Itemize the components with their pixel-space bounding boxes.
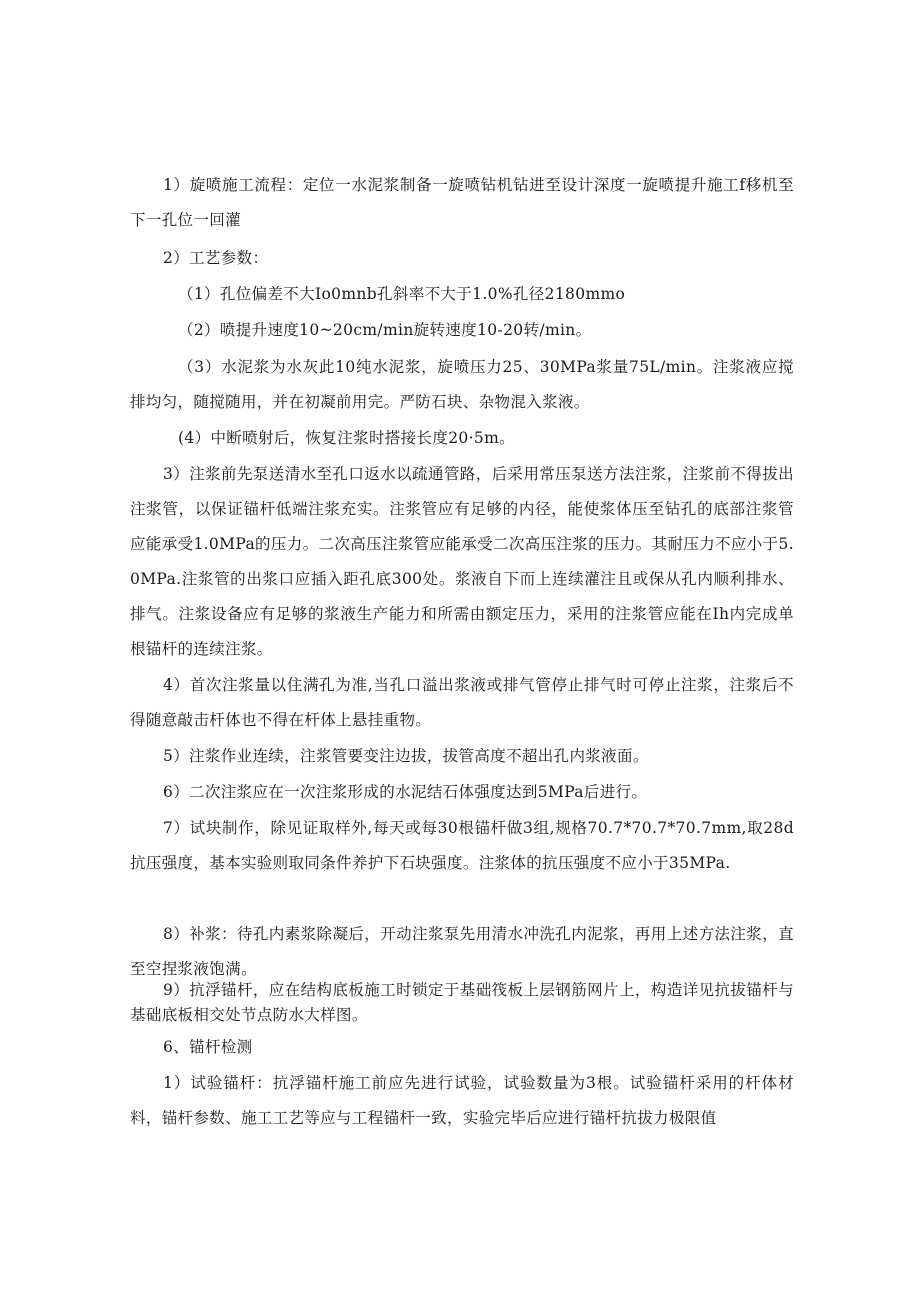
- paragraph-param-4: (4）中断喷射后，恢复注浆时搭接长度20·5m。: [178, 429, 516, 447]
- paragraph-2-params-heading: 2）工艺参数：: [163, 249, 269, 267]
- paragraph-param-1: （1）孔位偏差不大Io0mnb孔斜率不大于1.0%孔径2180mmo: [178, 285, 626, 303]
- paragraph-9-anti-float: 9）抗浮锚杆，应在结构底板施工时锁定于基础筏板上层钢筋网片上，构造详见抗拔锚杆与基础底板相交处节点防水大样图。: [130, 981, 794, 1024]
- paragraph-param-3: （3）水泥浆为水灰此10纯水泥浆，旋喷压力25、30MPa浆量75L/min。注浆液应搅排均匀，随搅随用，并在初凝前用完。严防石块、杂物混入浆液。: [130, 358, 794, 411]
- paragraph-8-refill: 8）补浆：待孔内素浆除凝后，开动注浆泵先用清水冲洗孔内泥浆，再用上述方法注浆，直至空捏浆液饱满。: [130, 925, 794, 978]
- section-6-heading: 6、锚杆检测: [163, 1038, 253, 1056]
- paragraph-1-flow: 1）旋喷施工流程：定位一水泥浆制备一旋喷钻机钻进至设计深度一旋喷提升施工f移机至下一孔位一回灌: [130, 176, 794, 229]
- paragraph-param-2: （2）喷提升速度10~20cm/min旋转速度10-20转/min。: [178, 321, 592, 339]
- paragraph-7-test-block: 7）试块制作，除见证取样外,每天或每30根锚杆做3组,规格70.7*70.7*70.7mm,取28d抗压强度，基本实验则取同条件养护下石块强度。注浆体的抗压强度不应小于35MPa.: [130, 819, 794, 872]
- paragraph-6-secondary: 6）二次注浆应在一次注浆形成的水泥结石体强度达到5MPa后进行。: [163, 783, 648, 801]
- paragraph-3-grouting: 3）注浆前先泵送清水至孔口返水以疏通管路，后采用常压泵送方法注浆，注浆前不得拔出注浆管，以保证锚杆低端注浆充实。注浆管应有足够的内径，能使浆体压至钻孔的底部注浆管应能承受1.0MPa的压力。二次高压注浆管应能承受二次高压注浆的压力。其耐压力不应小于5.0MPa.注浆管的出浆口应插入距孔底300处。浆液自下而上连续灌注且或保从孔内顺利排水、排气。注浆设备应有足够的浆液生产能力和所需由额定压力，采用的注浆管应能在Ih内完成单根锚杆的连续注浆。: [130, 465, 794, 658]
- paragraph-5-continuous: 5）注浆作业连续，注浆管要变注边拔，拔管高度不超出孔内浆液面。: [163, 747, 649, 765]
- paragraph-test-anchor: 1）试验锚杆：抗浮锚杆施工前应先进行试验，试验数量为3根。试验锚杆采用的杆体材料，锚杆参数、施工工艺等应与工程锚杆一致，实验完毕后应进行锚杆抗拔力极限值: [130, 1074, 794, 1127]
- paragraph-4-first-grouting: 4）首次注浆量以住满孔为准,当孔口溢出浆液或排气管停止排气时可停止注浆，注浆后不得随意敲击杆体也不得在杆体上悬挂重物。: [130, 676, 794, 729]
